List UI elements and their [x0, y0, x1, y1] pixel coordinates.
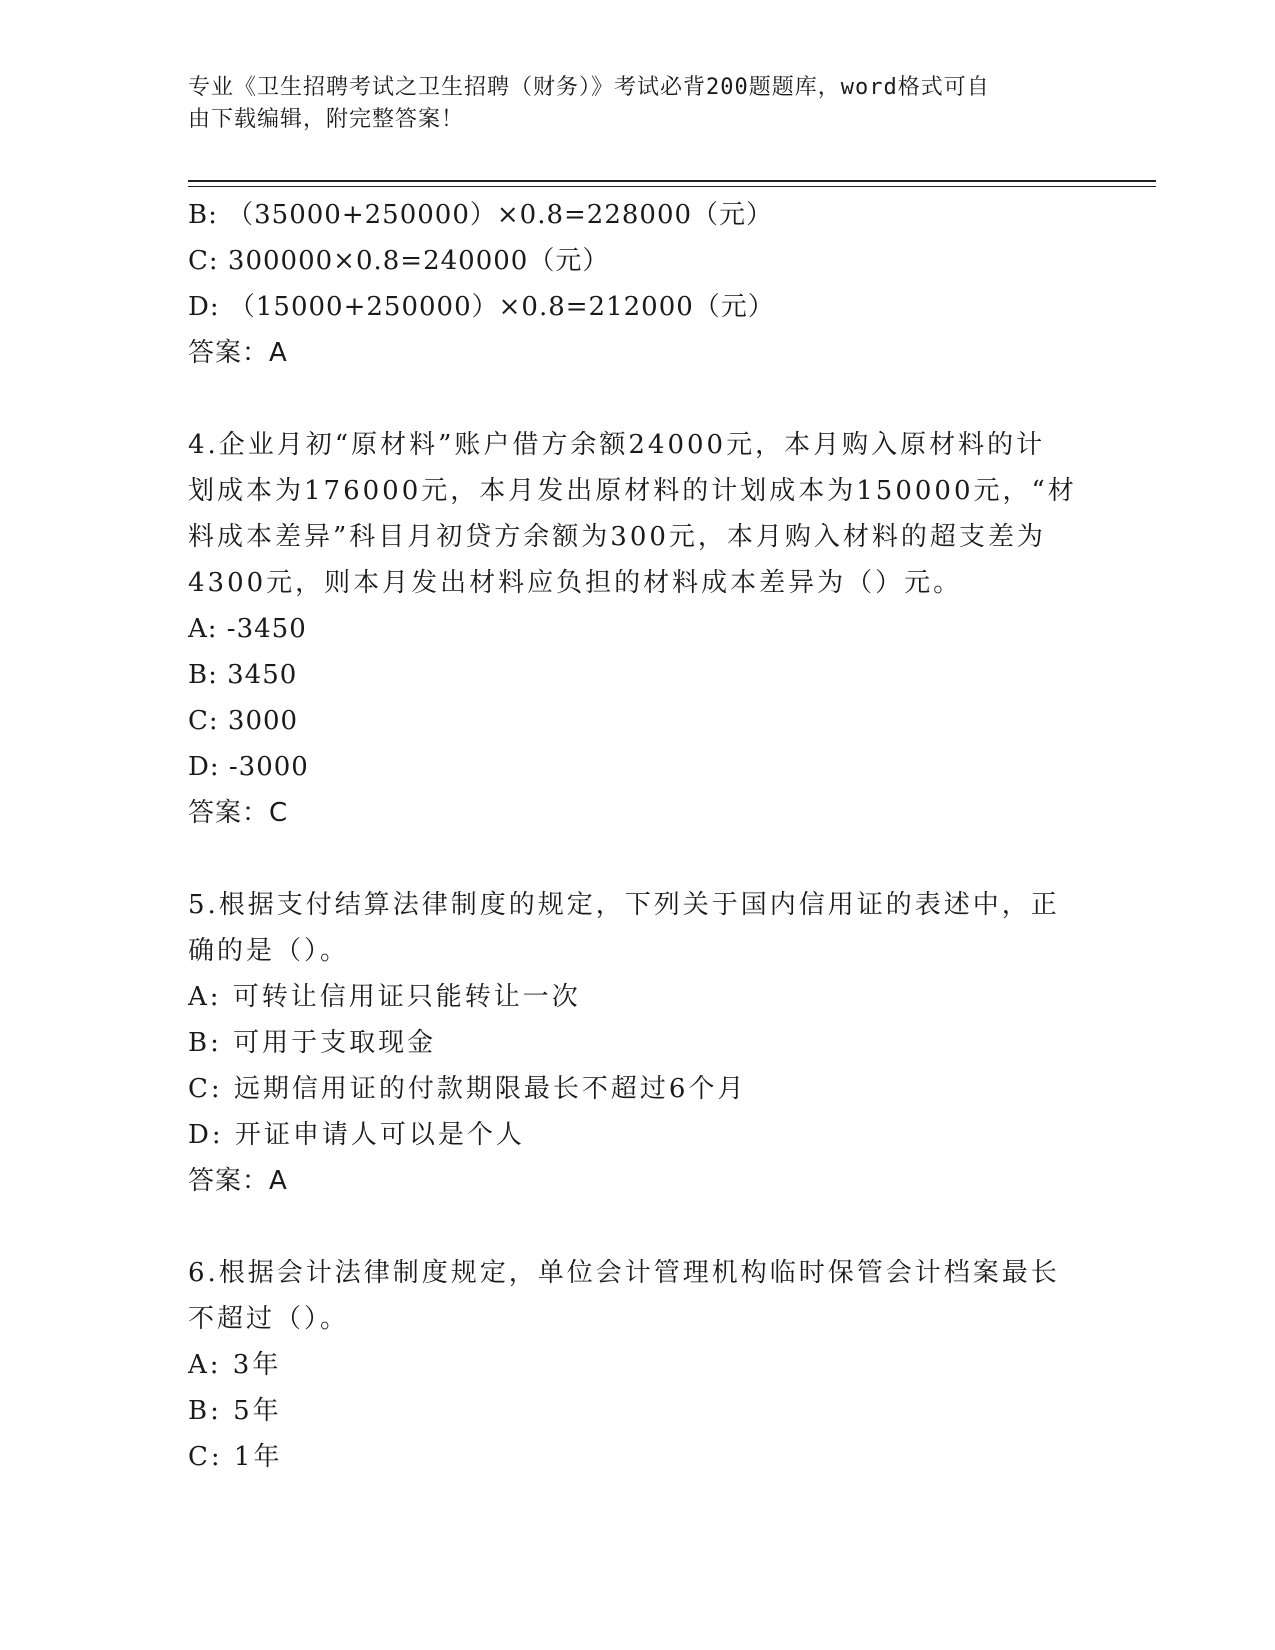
question-text-line: 6.根据会计法律制度规定，单位会计管理机构临时保管会计档案最长: [188, 1258, 1060, 1288]
question-6: [188, 1250, 1058, 1480]
answer: 答案：C: [188, 798, 289, 828]
option-d: D: 开证申请人可以是个人: [188, 1120, 525, 1150]
question-text-line: 4300元，则本月发出材料应负担的材料成本差异为（）元。: [188, 568, 963, 598]
option-c: C: 300000×0.8=240000（元）: [188, 246, 610, 276]
option-b: B: 5年: [188, 1396, 282, 1426]
answer: 答案：A: [188, 1166, 288, 1196]
question-4: [188, 422, 1077, 836]
document-header: [188, 72, 1068, 136]
option-b: B: （35000+250000）×0.8=228000（元）: [188, 200, 774, 230]
option-d: D: （15000+250000）×0.8=212000（元）: [188, 292, 775, 322]
option-b: B: 可用于支取现金: [188, 1028, 437, 1058]
option-c: C: 远期信用证的付款期限最长不超过6个月: [188, 1074, 747, 1104]
question-text-line: 不超过（）。: [188, 1304, 350, 1334]
header-rule-thick: [188, 180, 1156, 182]
option-a: A: 3年: [188, 1350, 282, 1380]
answer: 答案：A: [188, 338, 288, 368]
question-text-line: 5.根据支付结算法律制度的规定，下列关于国内信用证的表述中，正: [188, 890, 1060, 920]
header-line-1: 专业《卫生招聘考试之卫生招聘（财务）》考试必背200题题库，word格式可自: [188, 75, 990, 100]
question-text-line: 确的是（）。: [188, 936, 350, 966]
header-line-2: 由下载编辑，附完整答案！: [188, 107, 465, 132]
option-a: A: 可转让信用证只能转让一次: [188, 982, 581, 1012]
document-content: [188, 192, 1077, 1480]
question-5: [188, 882, 1058, 1204]
question-3-continued: [188, 192, 1058, 376]
header-rule-thin: [188, 186, 1156, 187]
option-d: D: -3000: [188, 752, 309, 782]
question-text-line: 4.企业月初“原材料”账户借方余额24000元，本月购入原材料的计: [188, 430, 1046, 460]
question-text-line: 料成本差异”科目月初贷方余额为300元，本月购入材料的超支差为: [188, 522, 1046, 552]
question-text-line: 划成本为176000元，本月发出原材料的计划成本为150000元，“材: [188, 476, 1077, 506]
option-c: C: 3000: [188, 706, 299, 736]
option-c: C: 1年: [188, 1442, 283, 1472]
option-b: B: 3450: [188, 660, 298, 690]
option-a: A: -3450: [188, 614, 307, 644]
